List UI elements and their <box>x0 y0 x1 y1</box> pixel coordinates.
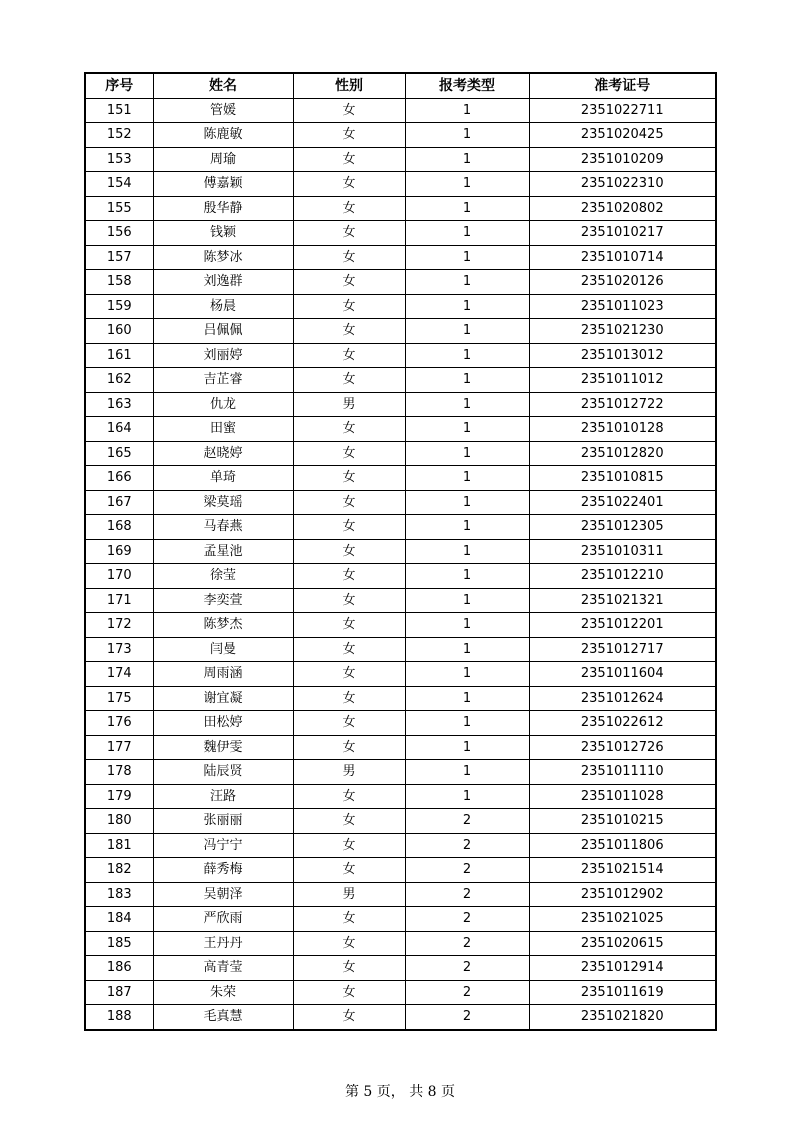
cell-serial: 158 <box>85 270 153 295</box>
cell-gender: 女 <box>293 613 405 638</box>
cell-name: 谢宜凝 <box>153 686 293 711</box>
cell-name: 周瑜 <box>153 147 293 172</box>
cell-ticket-number: 2351022711 <box>529 98 716 123</box>
cell-name: 梁莫瑶 <box>153 490 293 515</box>
table-row <box>85 564 716 589</box>
cell-ticket-number: 2351021025 <box>529 907 716 932</box>
cell-name: 李奕萱 <box>153 588 293 613</box>
cell-exam-type: 1 <box>405 123 529 148</box>
cell-exam-type: 1 <box>405 98 529 123</box>
cell-exam-type: 2 <box>405 833 529 858</box>
cell-ticket-number: 2351022310 <box>529 172 716 197</box>
cell-exam-type: 1 <box>405 147 529 172</box>
cell-name: 傅嘉颖 <box>153 172 293 197</box>
cell-name: 周雨涵 <box>153 662 293 687</box>
cell-name: 马春燕 <box>153 515 293 540</box>
cell-name: 陈鹿敏 <box>153 123 293 148</box>
table-row <box>85 270 716 295</box>
cell-gender: 女 <box>293 931 405 956</box>
table-row <box>85 221 716 246</box>
cell-name: 田蜜 <box>153 417 293 442</box>
table-row <box>85 515 716 540</box>
cell-gender: 女 <box>293 564 405 589</box>
cell-gender: 女 <box>293 686 405 711</box>
cell-serial: 168 <box>85 515 153 540</box>
cell-serial: 172 <box>85 613 153 638</box>
cell-name: 闫曼 <box>153 637 293 662</box>
cell-serial: 177 <box>85 735 153 760</box>
table-row <box>85 123 716 148</box>
cell-exam-type: 2 <box>405 1005 529 1030</box>
cell-gender: 女 <box>293 980 405 1005</box>
cell-serial: 163 <box>85 392 153 417</box>
table-row <box>85 490 716 515</box>
cell-ticket-number: 2351020802 <box>529 196 716 221</box>
cell-name: 张丽丽 <box>153 809 293 834</box>
cell-serial: 175 <box>85 686 153 711</box>
cell-serial: 151 <box>85 98 153 123</box>
cell-ticket-number: 2351010215 <box>529 809 716 834</box>
cell-gender: 男 <box>293 392 405 417</box>
cell-serial: 174 <box>85 662 153 687</box>
table-row <box>85 172 716 197</box>
cell-ticket-number: 2351021321 <box>529 588 716 613</box>
cell-serial: 167 <box>85 490 153 515</box>
cell-serial: 169 <box>85 539 153 564</box>
cell-gender: 女 <box>293 196 405 221</box>
cell-ticket-number: 2351010209 <box>529 147 716 172</box>
header-ticket-number: 准考证号 <box>529 73 716 98</box>
cell-serial: 156 <box>85 221 153 246</box>
cell-serial: 176 <box>85 711 153 736</box>
cell-serial: 160 <box>85 319 153 344</box>
cell-name: 吕佩佩 <box>153 319 293 344</box>
cell-name: 冯宁宁 <box>153 833 293 858</box>
cell-exam-type: 1 <box>405 270 529 295</box>
cell-serial: 183 <box>85 882 153 907</box>
cell-gender: 女 <box>293 1005 405 1030</box>
cell-ticket-number: 2351011619 <box>529 980 716 1005</box>
cell-gender: 女 <box>293 833 405 858</box>
cell-name: 徐莹 <box>153 564 293 589</box>
cell-gender: 女 <box>293 172 405 197</box>
cell-serial: 166 <box>85 466 153 491</box>
cell-exam-type: 1 <box>405 613 529 638</box>
table-row <box>85 466 716 491</box>
table-row <box>85 662 716 687</box>
cell-serial: 157 <box>85 245 153 270</box>
candidate-table <box>84 72 717 1031</box>
cell-serial: 165 <box>85 441 153 466</box>
cell-exam-type: 1 <box>405 172 529 197</box>
cell-ticket-number: 2351013012 <box>529 343 716 368</box>
cell-gender: 女 <box>293 956 405 981</box>
cell-exam-type: 1 <box>405 686 529 711</box>
cell-serial: 184 <box>85 907 153 932</box>
cell-ticket-number: 2351012722 <box>529 392 716 417</box>
cell-serial: 164 <box>85 417 153 442</box>
cell-exam-type: 1 <box>405 662 529 687</box>
cell-serial: 178 <box>85 760 153 785</box>
table-row <box>85 833 716 858</box>
cell-ticket-number: 2351010311 <box>529 539 716 564</box>
cell-name: 杨晨 <box>153 294 293 319</box>
header-serial: 序号 <box>85 73 153 98</box>
cell-exam-type: 2 <box>405 858 529 883</box>
cell-ticket-number: 2351012201 <box>529 613 716 638</box>
cell-ticket-number: 2351011012 <box>529 368 716 393</box>
cell-exam-type: 2 <box>405 809 529 834</box>
table-row <box>85 956 716 981</box>
cell-gender: 女 <box>293 343 405 368</box>
cell-serial: 173 <box>85 637 153 662</box>
cell-serial: 185 <box>85 931 153 956</box>
cell-exam-type: 1 <box>405 735 529 760</box>
cell-ticket-number: 2351011604 <box>529 662 716 687</box>
header-name: 姓名 <box>153 73 293 98</box>
cell-gender: 女 <box>293 907 405 932</box>
cell-gender: 女 <box>293 515 405 540</box>
page-number: 第 5 页， 共 8 页 <box>344 1084 456 1100</box>
cell-exam-type: 1 <box>405 637 529 662</box>
roster-sheet <box>84 72 715 1031</box>
cell-gender: 女 <box>293 735 405 760</box>
cell-exam-type: 1 <box>405 245 529 270</box>
cell-name: 田松婷 <box>153 711 293 736</box>
cell-gender: 女 <box>293 417 405 442</box>
cell-exam-type: 1 <box>405 490 529 515</box>
cell-gender: 男 <box>293 882 405 907</box>
cell-exam-type: 1 <box>405 343 529 368</box>
cell-ticket-number: 2351012726 <box>529 735 716 760</box>
cell-name: 单琦 <box>153 466 293 491</box>
cell-gender: 女 <box>293 784 405 809</box>
cell-name: 薛秀梅 <box>153 858 293 883</box>
cell-name: 吉芷睿 <box>153 368 293 393</box>
cell-gender: 女 <box>293 637 405 662</box>
cell-ticket-number: 2351010714 <box>529 245 716 270</box>
cell-exam-type: 2 <box>405 931 529 956</box>
header-exam-type: 报考类型 <box>405 73 529 98</box>
cell-exam-type: 2 <box>405 956 529 981</box>
cell-name: 陈梦冰 <box>153 245 293 270</box>
cell-ticket-number: 2351021820 <box>529 1005 716 1030</box>
table-row <box>85 1005 716 1030</box>
cell-name: 管媛 <box>153 98 293 123</box>
cell-name: 钱颖 <box>153 221 293 246</box>
cell-exam-type: 1 <box>405 466 529 491</box>
cell-gender: 女 <box>293 123 405 148</box>
table-row <box>85 539 716 564</box>
cell-serial: 186 <box>85 956 153 981</box>
table-row <box>85 98 716 123</box>
cell-ticket-number: 2351012210 <box>529 564 716 589</box>
cell-gender: 女 <box>293 294 405 319</box>
cell-ticket-number: 2351012902 <box>529 882 716 907</box>
cell-name: 仇龙 <box>153 392 293 417</box>
cell-ticket-number: 2351010128 <box>529 417 716 442</box>
table-row <box>85 858 716 883</box>
cell-name: 殷华静 <box>153 196 293 221</box>
table-row <box>85 980 716 1005</box>
cell-exam-type: 1 <box>405 417 529 442</box>
table-row <box>85 588 716 613</box>
cell-exam-type: 1 <box>405 539 529 564</box>
cell-ticket-number: 2351010815 <box>529 466 716 491</box>
cell-ticket-number: 2351022401 <box>529 490 716 515</box>
table-row <box>85 613 716 638</box>
cell-serial: 180 <box>85 809 153 834</box>
cell-exam-type: 1 <box>405 441 529 466</box>
cell-name: 陈梦杰 <box>153 613 293 638</box>
cell-serial: 182 <box>85 858 153 883</box>
cell-serial: 159 <box>85 294 153 319</box>
table-row <box>85 368 716 393</box>
cell-ticket-number: 2351012717 <box>529 637 716 662</box>
cell-exam-type: 2 <box>405 980 529 1005</box>
cell-name: 朱荣 <box>153 980 293 1005</box>
cell-exam-type: 1 <box>405 392 529 417</box>
cell-serial: 162 <box>85 368 153 393</box>
table-row <box>85 147 716 172</box>
cell-name: 吴朝泽 <box>153 882 293 907</box>
table-row <box>85 711 716 736</box>
cell-name: 赵晓婷 <box>153 441 293 466</box>
table-row <box>85 441 716 466</box>
cell-name: 高青莹 <box>153 956 293 981</box>
cell-ticket-number: 2351020126 <box>529 270 716 295</box>
cell-ticket-number: 2351012914 <box>529 956 716 981</box>
cell-serial: 181 <box>85 833 153 858</box>
cell-exam-type: 1 <box>405 196 529 221</box>
cell-serial: 188 <box>85 1005 153 1030</box>
cell-serial: 170 <box>85 564 153 589</box>
cell-exam-type: 1 <box>405 784 529 809</box>
cell-exam-type: 1 <box>405 564 529 589</box>
cell-ticket-number: 2351020425 <box>529 123 716 148</box>
cell-serial: 187 <box>85 980 153 1005</box>
cell-exam-type: 1 <box>405 368 529 393</box>
cell-exam-type: 1 <box>405 588 529 613</box>
cell-gender: 女 <box>293 711 405 736</box>
table-row <box>85 417 716 442</box>
cell-ticket-number: 2351010217 <box>529 221 716 246</box>
cell-serial: 161 <box>85 343 153 368</box>
cell-gender: 女 <box>293 539 405 564</box>
table-row <box>85 809 716 834</box>
table-row <box>85 343 716 368</box>
table-row <box>85 931 716 956</box>
cell-ticket-number: 2351012624 <box>529 686 716 711</box>
table-row <box>85 882 716 907</box>
cell-exam-type: 2 <box>405 882 529 907</box>
cell-gender: 女 <box>293 490 405 515</box>
cell-serial: 155 <box>85 196 153 221</box>
cell-gender: 女 <box>293 98 405 123</box>
cell-exam-type: 1 <box>405 711 529 736</box>
cell-ticket-number: 2351011023 <box>529 294 716 319</box>
cell-name: 孟星池 <box>153 539 293 564</box>
table-row <box>85 907 716 932</box>
cell-ticket-number: 2351011806 <box>529 833 716 858</box>
cell-serial: 152 <box>85 123 153 148</box>
cell-gender: 女 <box>293 368 405 393</box>
cell-gender: 女 <box>293 319 405 344</box>
cell-ticket-number: 2351022612 <box>529 711 716 736</box>
table-row <box>85 760 716 785</box>
cell-gender: 男 <box>293 760 405 785</box>
cell-exam-type: 1 <box>405 221 529 246</box>
table-row <box>85 686 716 711</box>
cell-serial: 154 <box>85 172 153 197</box>
table-row <box>85 294 716 319</box>
cell-name: 魏伊雯 <box>153 735 293 760</box>
cell-gender: 女 <box>293 809 405 834</box>
cell-exam-type: 2 <box>405 907 529 932</box>
cell-ticket-number: 2351021514 <box>529 858 716 883</box>
cell-ticket-number: 2351012820 <box>529 441 716 466</box>
cell-gender: 女 <box>293 858 405 883</box>
cell-ticket-number: 2351011028 <box>529 784 716 809</box>
cell-exam-type: 1 <box>405 760 529 785</box>
cell-exam-type: 1 <box>405 294 529 319</box>
cell-gender: 女 <box>293 270 405 295</box>
cell-gender: 女 <box>293 662 405 687</box>
cell-serial: 171 <box>85 588 153 613</box>
table-row <box>85 319 716 344</box>
table-row <box>85 637 716 662</box>
cell-name: 汪路 <box>153 784 293 809</box>
cell-gender: 女 <box>293 588 405 613</box>
cell-gender: 女 <box>293 147 405 172</box>
cell-name: 毛真慧 <box>153 1005 293 1030</box>
table-row <box>85 245 716 270</box>
cell-gender: 女 <box>293 441 405 466</box>
cell-name: 严欣雨 <box>153 907 293 932</box>
cell-exam-type: 1 <box>405 319 529 344</box>
cell-exam-type: 1 <box>405 515 529 540</box>
cell-ticket-number: 2351020615 <box>529 931 716 956</box>
cell-ticket-number: 2351021230 <box>529 319 716 344</box>
table-row <box>85 784 716 809</box>
cell-name: 刘丽婷 <box>153 343 293 368</box>
cell-name: 刘逸群 <box>153 270 293 295</box>
table-header-row <box>85 73 716 98</box>
cell-serial: 179 <box>85 784 153 809</box>
cell-name: 陆辰贤 <box>153 760 293 785</box>
cell-ticket-number: 2351012305 <box>529 515 716 540</box>
table-row <box>85 392 716 417</box>
cell-gender: 女 <box>293 466 405 491</box>
table-row <box>85 735 716 760</box>
table-row <box>85 196 716 221</box>
cell-ticket-number: 2351011110 <box>529 760 716 785</box>
cell-serial: 153 <box>85 147 153 172</box>
cell-name: 王丹丹 <box>153 931 293 956</box>
cell-gender: 女 <box>293 221 405 246</box>
header-gender: 性别 <box>293 73 405 98</box>
cell-gender: 女 <box>293 245 405 270</box>
